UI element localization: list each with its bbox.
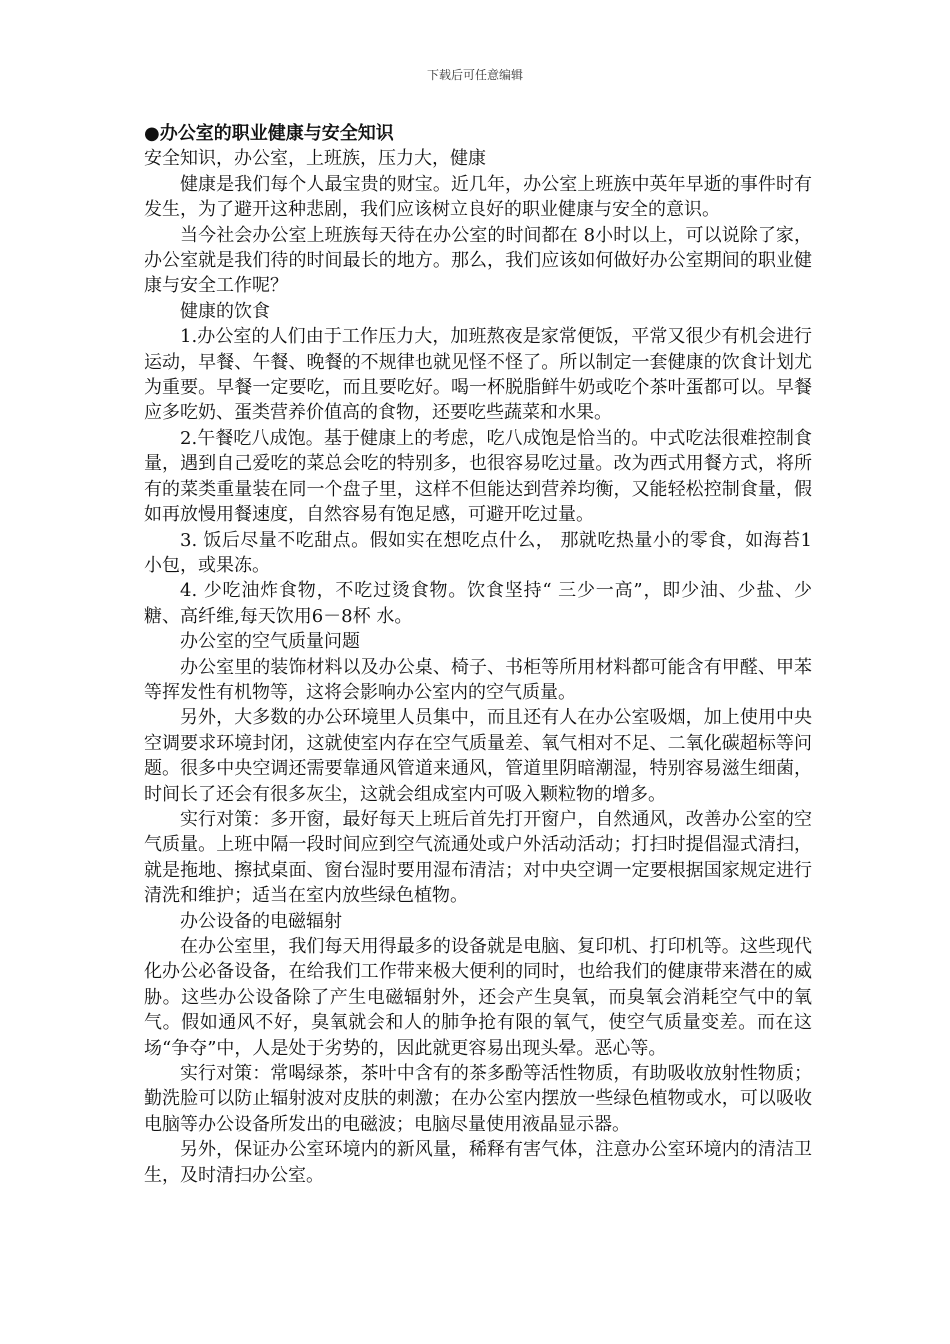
document-title: ●办公室的职业健康与安全知识 bbox=[144, 123, 394, 144]
section-heading-radiation: 办公设备的电磁辐射 bbox=[180, 910, 342, 932]
diet-item-1: 1.办公室的人们由于工作压力大，加班熬夜是家常便饭，平常又很少有机会进行运动，早餐、午餐、晚餐的不规律也就见怪不怪了。所以制定一套健康的饮食计划尤为重要。早餐一定要吃，而且要吃好。喝一杯脱脂鲜牛奶或吃个茶叶蛋都可以。早餐应多吃奶、蛋类营养价值高的食物，还要吃些蔬菜和水果。 bbox=[144, 326, 812, 424]
intro-paragraph: 健康是我们每个人最宝贵的财宝。近几年，办公室上班族中英年早逝的事件时有发生，为了避开这种悲剧，我们应该树立良好的职业健康与安全的意识。 bbox=[144, 173, 812, 221]
document-body bbox=[144, 121, 812, 1188]
diet-item-4: 4. 少吃油炸食物，不吃过烫食物。饮食坚持“ 三少一高”，即少油、少盐、少糖、高纤维,每天饮用6－8杯 水。 bbox=[144, 580, 812, 627]
diet-item-2: 2.午餐吃八成饱。基于健康上的考虑，吃八成饱是恰当的。中式吃法很难控制食量，遇到自己爱吃的菜总会吃的特别多，也很容易吃过量。改为西式用餐方式，将所有的菜类重量装在同一个盘子里，这样不但能达到营养均衡，又能轻松控制食量，假如再放慢用餐速度，自然容易有饱足感，可避开吃过量。 bbox=[144, 427, 812, 526]
page-header: 下载后可任意编辑 bbox=[426, 68, 523, 82]
radiation-countermeasure: 实行对策：常喝绿茶，茶叶中含有的茶多酚等活性物质，有助吸收放射性物质；勤洗脸可以防止辐射波对皮肤的刺激；在办公室内摆放一些绿色植物或水，可以吸收电脑等办公设备所发出的电磁波；电脑尽量使用液晶显示器。 bbox=[144, 1063, 812, 1135]
intro-paragraph: 当今社会办公室上班族每天待在办公室的时间都在 8小时以上，可以说除了家，办公室就是我们待的时间最长的地方。那么，我们应该如何做好办公室期间的职业健康与安全工作呢？ bbox=[144, 224, 812, 297]
radiation-paragraph: 在办公室里，我们每天用得最多的设备就是电脑、复印机、打印机等。这些现代化办公必备设备，在给我们工作带来极大便利的同时，也给我们的健康带来潜在的威胁。这些办公设备除了产生电磁辐射外，还会产生臭氧，而臭氧会消耗空气中的氧气。假如通风不好，臭氧就会和人的肺争抢有限的氧气，使空气质量变差。而在这场“争夺”中，人是处于劣势的，因此就更容易出现头晕。恶心等。 bbox=[144, 936, 812, 1059]
air-paragraph: 办公室里的装饰材料以及办公桌、椅子、书柜等所用材料都可能含有甲醛、甲苯等挥发性有机物等，这将会影响办公室内的空气质量。 bbox=[144, 656, 812, 703]
keywords-line: 安全知识，办公室，上班族，压力大，健康 bbox=[144, 148, 486, 170]
closing-paragraph: 另外，保证办公室环境内的新风量，稀释有害气体，注意办公室环境内的清洁卫生，及时清扫办公室。 bbox=[144, 1139, 812, 1186]
section-heading-diet: 健康的饮食 bbox=[180, 300, 270, 322]
diet-item-3: 3. 饭后尽量不吃甜点。假如实在想吃点什么， 那就吃热量小的零食，如海苔1小包，或果冻。 bbox=[144, 529, 812, 576]
section-heading-air: 办公室的空气质量问题 bbox=[180, 631, 360, 653]
air-countermeasure: 实行对策：多开窗，最好每天上班后首先打开窗户，自然通风，改善办公室的空气质量。上班中隔一段时间应到空气流通处或户外活动活动；打扫时提倡湿式清扫，就是拖地、擦拭桌面、窗台湿时要用湿布清洁；对中央空调一定要根据国家规定进行清洗和维护；适当在室内放些绿色植物。 bbox=[144, 808, 812, 907]
air-paragraph: 另外，大多数的办公环境里人员集中，而且还有人在办公室吸烟，加上使用中央空调要求环境封闭，这就使室内存在空气质量差、氧气相对不足、二氧化碳超标等问题。很多中央空调还需要靠通风管道来通风，管道里阴暗潮湿，特别容易滋生细菌，时间长了还会有很多灰尘，这就会组成室内可吸入颗粒物的增多。 bbox=[144, 707, 812, 805]
